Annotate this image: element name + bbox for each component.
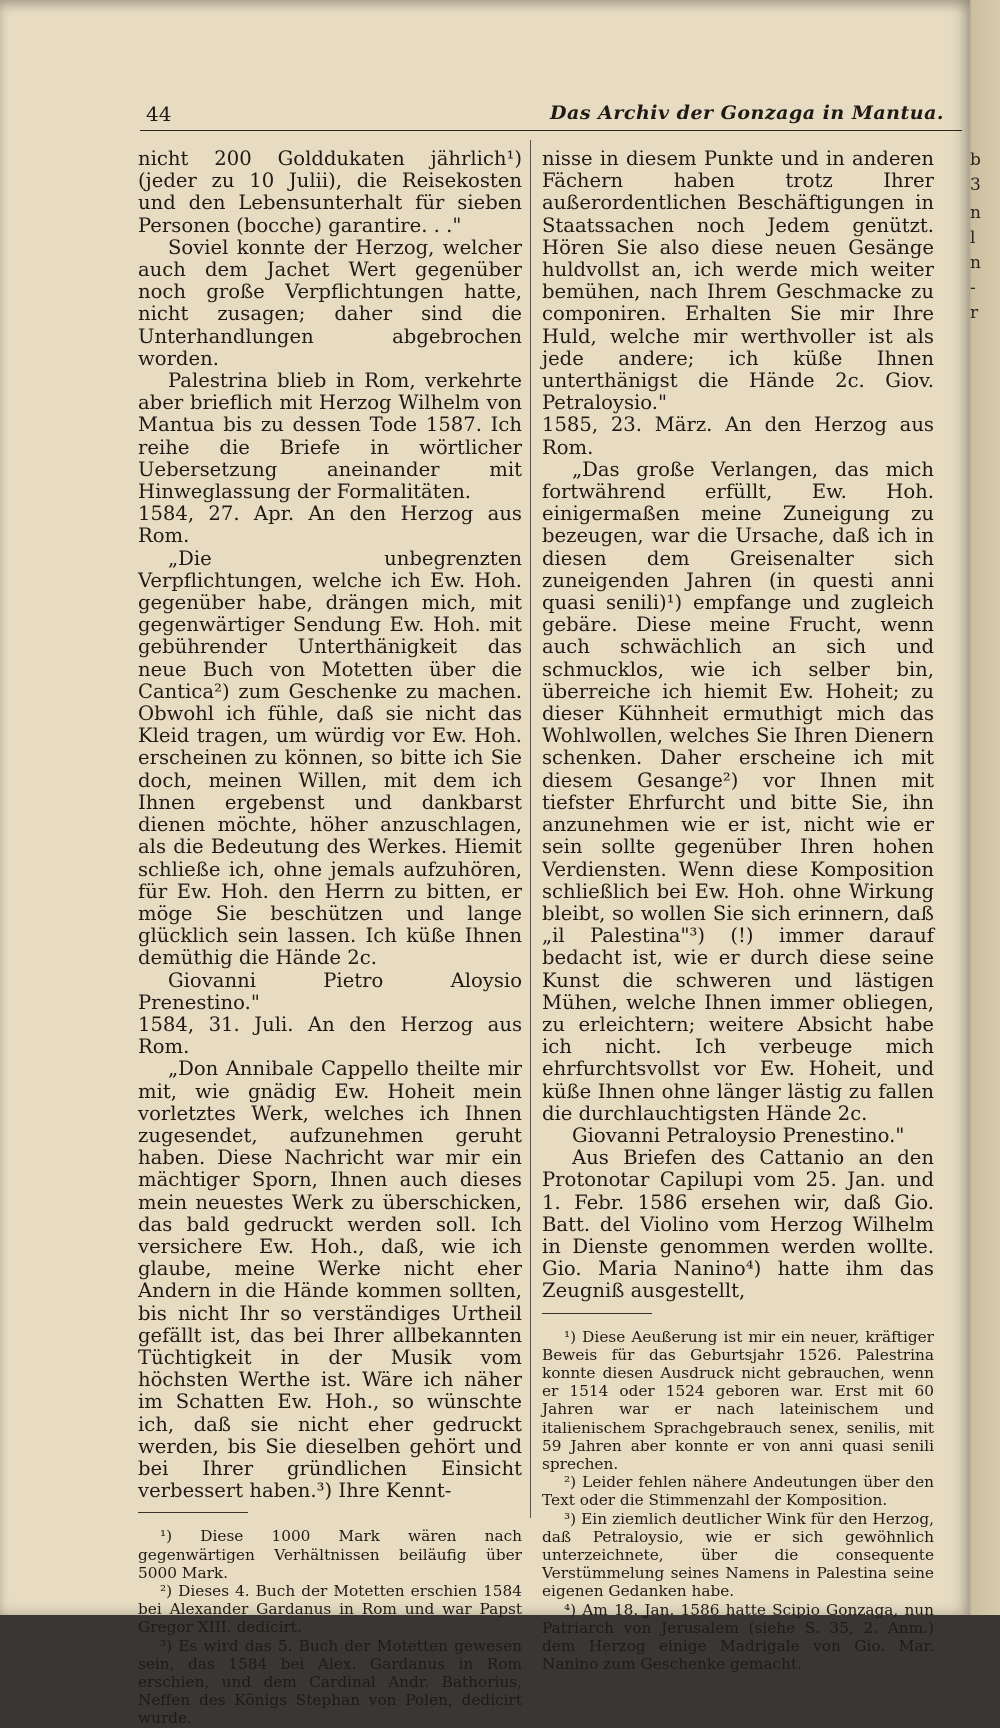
left-body — [138, 148, 522, 1502]
paragraph: nicht 200 Golddukaten jährlich¹) (jeder zu 10 Julii), die Reisekosten und den Lebensunterhalt für sieben Personen (bocche) garantire. . ." — [138, 147, 522, 237]
footnote: ⁴) Am 18. Jan. 1586 hatte Scipio Gonzaga, nun Patriarch von Jerusalem (siehe S. 35, 2. Anm.) dem Herzog einige Madrigale von Gio. Mar. Nanino zum Geschenke gemacht. — [542, 1600, 934, 1674]
footnote: ¹) Diese 1000 Mark wären nach gegenwärtigen Verhältnissen beiläufig über 5000 Mark. — [138, 1527, 522, 1582]
paragraph: Palestrina blieb in Rom, verkehrte aber brieflich mit Herzog Wilhelm von Mantua bis zu dessen Tode 1587. Ich reihe die Briefe in wörtlicher Uebersetzung aneinander mit Hinweglassung der Formalitäten. — [138, 369, 522, 504]
paragraph: 1584, 27. Apr. An den Herzog aus Rom. — [138, 502, 522, 548]
paragraph: „Das große Verlangen, das mich fortwährend erfüllt, Ew. Hoh. einigermaßen meine Zuneigung zu bezeugen, war die Ursache, daß ich in diesen dem Greisenalter sich zuneigenden Jahren (in questi anni quasi senili)¹) empfange und zugleich gebäre. Diese meine Frucht, wenn auch schwächlich an sich und schmucklos, wie ich selber bin, überreiche ich hiemit Ew. Hoheit; zu dieser Kühnheit ermuthigt mich das Wohlwollen, welches Sie Ihren Dienern schenken. Daher erscheine ich mit diesem Gesange²) vor Ihnen mit tiefster Ehrfurcht und bitte Sie, ihn anzunehmen wie er ist, nicht wie er sein sollte gegenüber Ihren hohen Verdiensten. Wenn diese Komposition schließlich bei Ew. Hoh. ohne Wirkung bleibt, so wollen Sie sich erinnern, daß „il Palestina"³) (!) immer darauf bedacht ist, wie er durch diese seine Kunst die schweren und lästigen Mühen, welche Ihnen immer obliegen, zu erleichtern; weitere Absicht habe ich nicht. Ich verbeuge mich ehrfurchtsvollst vor Ew. Hoheit, und küße Ihnen ohne länger lästig zu fallen die durchlauchtigsten Hände 2c. — [542, 457, 934, 1125]
right-footnotes — [542, 1328, 934, 1674]
edge-char: n — [970, 253, 981, 273]
paragraph: nisse in diesem Punkte und in anderen Fächern haben trotz Ihrer außerordentlichen Beschäftigungen in Staatssachen noch Jedem genützt. Hören Sie also diese neuen Gesänge huldvollst an, ich werde mich weiter bemühen, nach Ihrem Geschmacke zu componiren. Erhalten Sie mir Ihre Huld, welche mir werthvoller ist als jede andere; ich küße Ihnen unterthänigst die Hände 2c. Giov. Petraloysio." — [542, 147, 934, 415]
running-head — [140, 100, 962, 131]
edge-char: 3 — [970, 175, 981, 195]
footnote: ³) Es wird das 5. Buch der Motetten gewesen sein, das 1584 bei Alex. Gardanus in Rom erschien, und dem Cardinal Andr. Bathorius, Neffen des Königs Stephan von Polen, dedicirt wurde. — [138, 1636, 522, 1728]
paragraph: Soviel konnte der Herzog, welcher auch dem Jachet Wert gegenüber noch große Verpflichtungen hatte, nicht zusagen; daher sind die Unterhandlungen abgebrochen worden. — [138, 235, 522, 370]
edge-char: b — [970, 150, 981, 170]
paragraph: 1584, 31. Juli. An den Herzog aus Rom. — [138, 1012, 522, 1059]
left-footnotes — [138, 1527, 522, 1727]
page-number: 44 — [146, 102, 172, 126]
right-column — [542, 148, 934, 1673]
left-column — [138, 148, 522, 1728]
paragraph: „Die unbegrenzten Verpflichtungen, welche ich Ew. Hoh. gegenüber habe, drängen mich, mit gegenwärtiger Sendung Ew. Hoh. mit gebührender Unterthänigkeit das neue Buch von Motetten über die Cantica²) zum Geschenke zu machen. Obwohl ich fühle, daß sie nicht das Kleid tragen, um würdig vor Ew. Hoh. erscheinen zu können, so bitte ich Sie doch, meinen Willen, mit dem ich Ihnen ergebenst und dankbarst dienen möchte, höher anzuschlagen, als die Bedeutung des Werkes. Hiemit schließe ich, ohne jemals aufzuhören, für Ew. Hoh. den Herrn zu bitten, er möge Sie beschützen und lange glücklich sein lassen. Ich küße Ihnen demüthig die Hände 2c. — [138, 546, 522, 970]
paragraph: 1585, 23. März. An den Herzog aus Rom. — [542, 413, 934, 459]
footnote-rule — [542, 1313, 652, 1314]
footnote-rule — [138, 1512, 248, 1513]
footnote: ¹) Diese Aeußerung ist mir ein neuer, kräftiger Beweis für das Geburtsjahr 1526. Palestrina konnte diesen Ausdruck nicht gebrauchen, wenn er 1514 oder 1524 geboren war. Erst mit 60 Jahren war er nach lateinischem und italienischem Sprachgebrauch senex, senilis, mit 59 Jahren aber konnte er von anni quasi senili sprechen. — [542, 1327, 934, 1473]
footnote: ²) Dieses 4. Buch der Motetten erschien 1584 bei Alexander Gardanus in Rom und war Papst Gregor XIII. dedicirt. — [138, 1582, 522, 1637]
edge-char: n — [970, 203, 981, 223]
edge-char: - — [970, 278, 976, 298]
footnote: ²) Leider fehlen nähere Andeutungen über den Text oder die Stimmenzahl der Komposition. — [542, 1473, 934, 1510]
footnote: ³) Ein ziemlich deutlicher Wink für den Herzog, daß Petraloysio, wie er sich gewöhnlich unterzeichnete, über die consequente Verstümmelung seines Namens in Palestina seine eigenen Gedanken habe. — [542, 1509, 934, 1601]
paragraph: Aus Briefen des Cattanio an den Protonotar Capilupi vom 25. Jan. und 1. Febr. 1586 ersehen wir, daß Gio. Batt. del Violino vom Herzog Wilhelm in Dienste genommen werden wollte. Gio. Maria Nanino⁴) hatte ihm das Zeugniß ausgestellt, — [542, 1146, 934, 1303]
edge-char: l — [970, 228, 976, 248]
edge-char: r — [970, 303, 979, 323]
paragraph: „Don Annibale Cappello theilte mir mit, wie gnädig Ew. Hoheit mein vorletztes Werk, welches ich Ihnen zugesendet, aufzunehmen geruht haben. Diese Nachricht war mir ein mächtiger Sporn, Ihnen auch dieses mein neuestes Werk zu überschicken, das bald gedruckt werden soll. Ich versichere Ew. Hoh., daß, wie ich glaube, meine Werke nicht eher Andern in die Hände kommen sollten, bis nicht Ihr so verständiges Urtheil gefällt ist, das bei Ihrer allbekannten Tüchtigkeit in der Musik vom höchsten Werthe ist. Wäre ich näher im Schatten Ew. Hoh., so wünschte ich, daß sie nicht eher gedruckt werden, bis Sie dieselben gehört und bei Ihrer gründlichen Einsicht verbessert haben.³) Ihre Kennt- — [138, 1057, 522, 1503]
running-title: Das Archiv der Gonzaga in Mantua. — [550, 102, 944, 124]
column-divider — [530, 140, 531, 1518]
right-body — [542, 148, 934, 1303]
paragraph: Giovanni Pietro Aloysio Prenestino." — [138, 968, 522, 1014]
paragraph: Giovanni Petraloysio Prenestino." — [572, 1123, 905, 1147]
